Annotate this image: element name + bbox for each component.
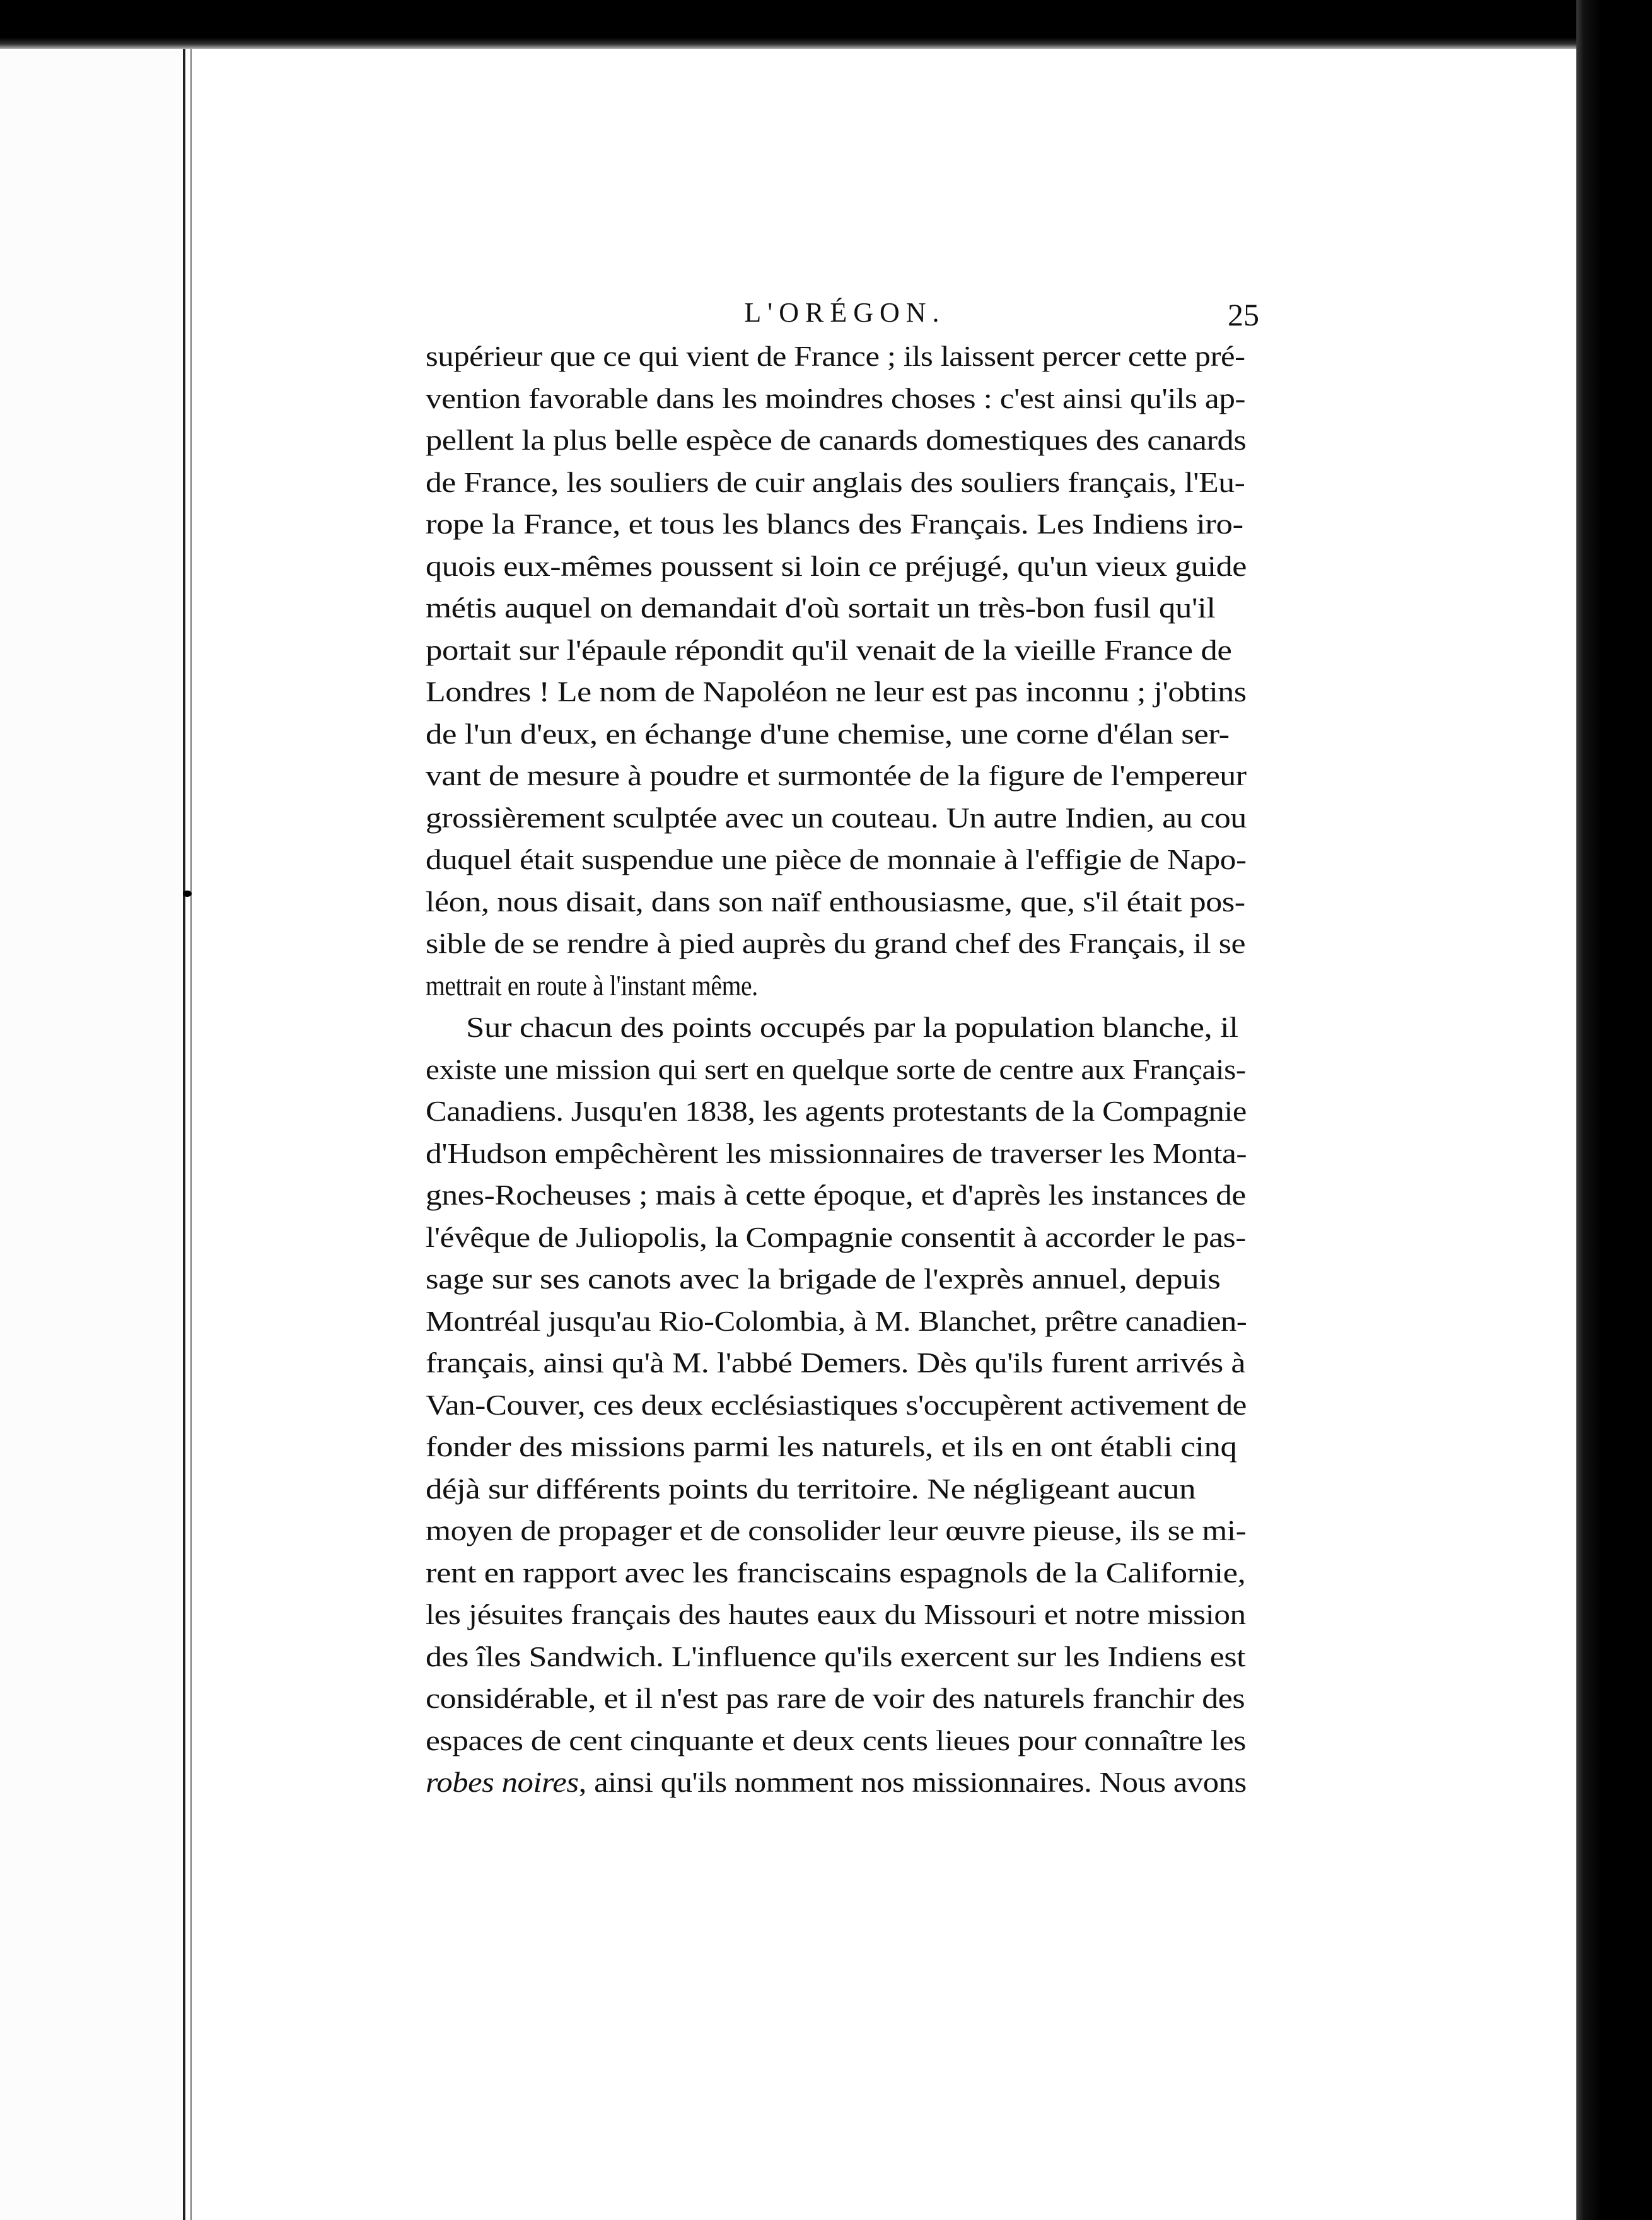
scan-speck bbox=[1632, 1727, 1652, 1731]
italic-phrase: robes noires bbox=[426, 1766, 579, 1798]
text-line: supérieur que ce qui vient de France ; ils laissent percer cette pré- bbox=[426, 340, 1245, 372]
text-line: rent en rapport avec les franciscains espagnols de la Californie, bbox=[426, 1556, 1246, 1589]
text-line: déjà sur différents points du territoire. Ne négligeant aucun bbox=[426, 1472, 1196, 1505]
text-line: sible de se rendre à pied auprès du grand chef des Français, il se bbox=[426, 927, 1246, 959]
text-line: duquel était suspendue une pièce de monnaie à l'effigie de Napo- bbox=[426, 843, 1247, 875]
text-line: mettrait en route à l'instant même. bbox=[426, 969, 758, 1002]
running-head bbox=[426, 296, 1264, 339]
text-line: de France, les souliers de cuir anglais des souliers français, l'Eu- bbox=[426, 465, 1245, 498]
text-line: espaces de cent cinquante et deux cents lieues pour connaître les bbox=[426, 1724, 1246, 1756]
scan-speck bbox=[183, 891, 192, 897]
text-line: portait sur l'épaule répondit qu'il venait de la vieille France de bbox=[426, 633, 1232, 666]
page-edge-line bbox=[190, 44, 192, 2220]
text-line: considérable, et il n'est pas rare de voir des naturels franchir des bbox=[426, 1682, 1245, 1714]
text-line: léon, nous disait, dans son naïf enthousiasme, que, s'il était pos- bbox=[426, 885, 1245, 918]
scan-speck bbox=[1178, 11, 1203, 25]
running-title: L'ORÉGON. bbox=[744, 297, 946, 328]
text-line: existe une mission qui sert en quelque sorte de centre aux Français- bbox=[426, 1053, 1246, 1085]
text-line: Sur chacun des points occupés par la population blanche, il bbox=[466, 1011, 1238, 1043]
facing-page-margin bbox=[0, 50, 183, 2220]
scan-border-top bbox=[0, 0, 1652, 49]
page-edge-shadow bbox=[1576, 0, 1602, 2220]
text-line: Londres ! Le nom de Napoléon ne leur est pas inconnu ; j'obtins bbox=[426, 675, 1247, 708]
text-line: gnes-Rocheuses ; mais à cette époque, et d'après les instances de bbox=[426, 1179, 1246, 1211]
text-line bbox=[426, 1765, 1264, 1808]
text-run: , ainsi qu'ils nomment nos missionnaires. Nous avons bbox=[578, 1766, 1247, 1798]
text-line: de l'un d'eux, en échange d'une chemise, une corne d'élan ser- bbox=[426, 717, 1230, 750]
page-number: 25 bbox=[1228, 297, 1259, 332]
text-line: les jésuites français des hautes eaux du Missouri et notre mission bbox=[426, 1598, 1246, 1630]
page-content bbox=[426, 296, 1264, 1808]
text-line: vention favorable dans les moindres choses : c'est ainsi qu'ils ap- bbox=[426, 382, 1246, 414]
text-line: Canadiens. Jusqu'en 1838, les agents protestants de la Compagnie bbox=[426, 1095, 1247, 1127]
text-line: grossièrement sculptée avec un couteau. Un autre Indien, au cou bbox=[426, 801, 1247, 834]
text-line: français, ainsi qu'à M. l'abbé Demers. Dès qu'ils furent arrivés à bbox=[426, 1347, 1246, 1379]
body-text bbox=[426, 339, 1264, 1808]
text-line: métis auquel on demandait d'où sortait un très-bon fusil qu'il bbox=[426, 592, 1216, 624]
text-line: quois eux-mêmes poussent si loin ce préjugé, qu'un vieux guide bbox=[426, 549, 1247, 582]
text-line: des îles Sandwich. L'influence qu'ils exercent sur les Indiens est bbox=[426, 1640, 1246, 1673]
text-line: vant de mesure à poudre et surmontée de la figure de l'empereur bbox=[426, 759, 1247, 792]
scan-border-right bbox=[1576, 0, 1652, 2220]
paragraph bbox=[426, 339, 1264, 1010]
page-edge-line bbox=[183, 44, 185, 2220]
text-line: moyen de propager et de consolider leur œuvre pieuse, ils se mi- bbox=[426, 1514, 1247, 1546]
text-line: Van-Couver, ces deux ecclésiastiques s'occupèrent activement de bbox=[426, 1388, 1247, 1421]
text-line: d'Hudson empêchèrent les missionnaires de traverser les Monta- bbox=[426, 1136, 1247, 1169]
text-line: sage sur ses canots avec la brigade de l'exprès annuel, depuis bbox=[426, 1263, 1221, 1295]
text-line: pellent la plus belle espèce de canards domestiques des canards bbox=[426, 424, 1247, 456]
paragraph bbox=[426, 1010, 1264, 1808]
text-line: rope la France, et tous les blancs des Français. Les Indiens iro- bbox=[426, 508, 1243, 540]
text-line: fonder des missions parmi les naturels, et ils en ont établi cinq bbox=[426, 1430, 1237, 1463]
text-line: Montréal jusqu'au Rio-Colombia, à M. Blanchet, prêtre canadien- bbox=[426, 1304, 1247, 1337]
text-line: l'évêque de Juliopolis, la Compagnie consentit à accorder le pas- bbox=[426, 1220, 1246, 1253]
